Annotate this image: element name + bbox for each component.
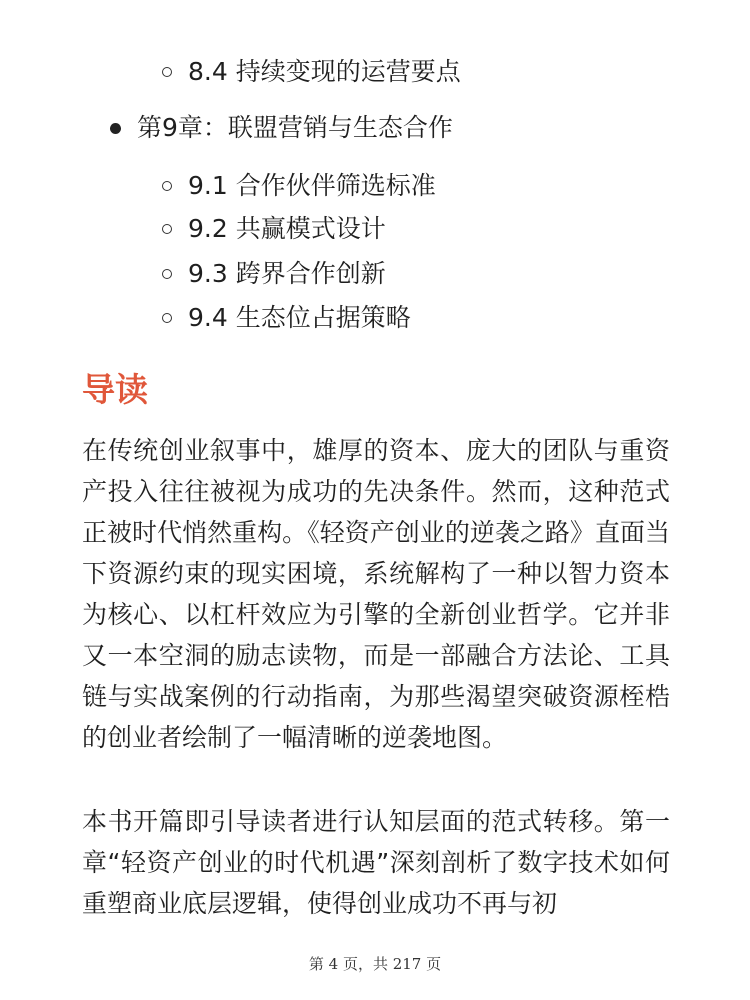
- toc-item-9-2[interactable]: [162, 213, 386, 245]
- toc-chapter-label: 第9章：联盟营销与生态合作: [137, 113, 453, 142]
- section-heading: 导读: [82, 370, 148, 409]
- toc-item-9-4[interactable]: [162, 302, 411, 334]
- page-number-footer: 第 4 页，共 217 页: [308, 955, 442, 973]
- toc-item-9-1[interactable]: [162, 170, 436, 202]
- body-paragraph: 在传统创业叙事中，雄厚的资本、庞大的团队与重资产投入往往被视为成功的先决条件。然而，这种范式正被时代悄然重构。《轻资产创业的逆袭之路》直面当下资源约束的现实困境，系统解构了一种以智力资本为核心、以杠杆效应为引擎的全新创业哲学。它并非又一本空洞的励志读物，而是一部融合方法论、工具链与实战案例的行动指南，为那些渴望突破资源桎梏的创业者绘制了一幅清晰的逆袭地图。: [82, 436, 670, 752]
- solid-bullet-icon: [110, 123, 121, 134]
- toc-item-label: 9.2 共赢模式设计: [188, 214, 386, 243]
- toc-item-9-3[interactable]: [162, 258, 386, 290]
- hollow-bullet-icon: [162, 67, 172, 77]
- toc-item-8-4[interactable]: [162, 56, 461, 88]
- toc-chapter-9[interactable]: [110, 112, 453, 144]
- toc-item-label: 9.3 跨界合作创新: [188, 259, 386, 288]
- hollow-bullet-icon: [162, 269, 172, 279]
- body-paragraph: 本书开篇即引导读者进行认知层面的范式转移。第一章“轻资产创业的时代机遇”深刻剖析了数字技术如何重塑商业底层逻辑，使得创业成功不再与初: [82, 807, 670, 918]
- toc-item-label: 8.4 持续变现的运营要点: [188, 57, 461, 86]
- hollow-bullet-icon: [162, 181, 172, 191]
- hollow-bullet-icon: [162, 313, 172, 323]
- toc-item-label: 9.1 合作伙伴筛选标准: [188, 171, 436, 200]
- hollow-bullet-icon: [162, 224, 172, 234]
- toc-item-label: 9.4 生态位占据策略: [188, 303, 411, 332]
